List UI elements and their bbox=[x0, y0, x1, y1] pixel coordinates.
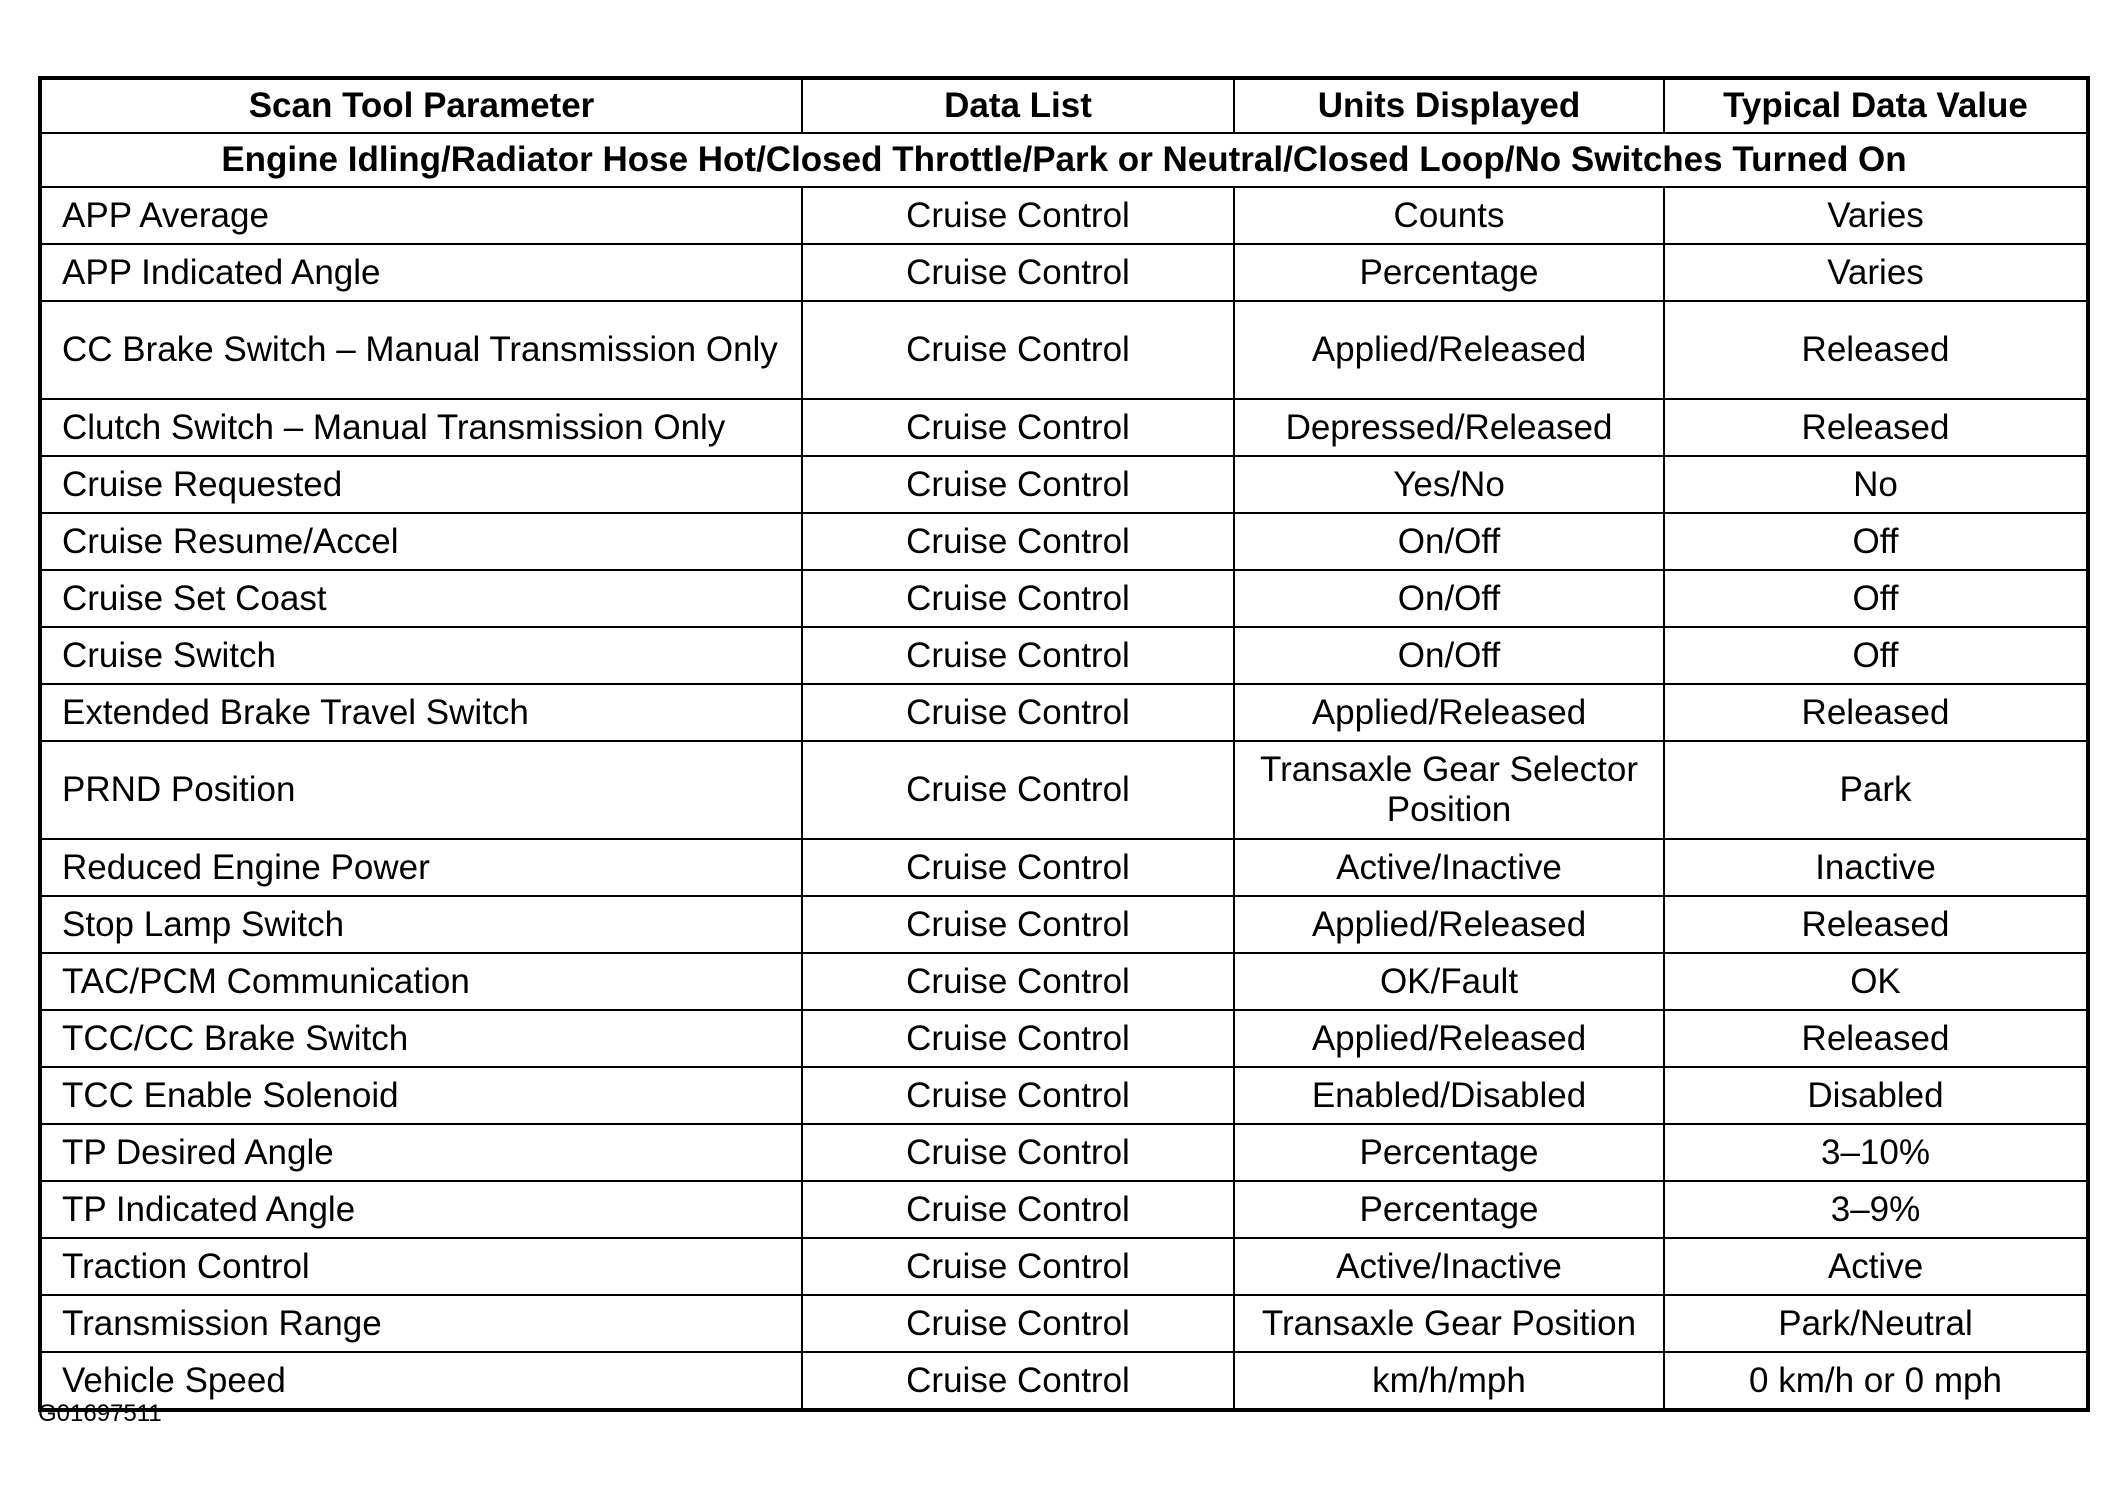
units-cell: Percentage bbox=[1234, 1124, 1664, 1181]
data-list-cell: Cruise Control bbox=[802, 244, 1234, 301]
typical-value-cell: Active bbox=[1664, 1238, 2088, 1295]
parameter-cell: APP Average bbox=[40, 187, 802, 244]
table-row bbox=[40, 456, 2088, 513]
condition-row bbox=[40, 133, 2088, 187]
data-list-cell: Cruise Control bbox=[802, 1295, 1234, 1352]
data-list-cell: Cruise Control bbox=[802, 187, 1234, 244]
typical-value-cell: 3–9% bbox=[1664, 1181, 2088, 1238]
typical-value-cell: Park/Neutral bbox=[1664, 1295, 2088, 1352]
parameter-cell: Extended Brake Travel Switch bbox=[40, 684, 802, 741]
data-list-cell: Cruise Control bbox=[802, 953, 1234, 1010]
units-cell: Active/Inactive bbox=[1234, 839, 1664, 896]
table-row bbox=[40, 1352, 2088, 1410]
table-row bbox=[40, 1124, 2088, 1181]
typical-value-cell: Varies bbox=[1664, 187, 2088, 244]
typical-value-cell: Off bbox=[1664, 627, 2088, 684]
parameter-cell: Reduced Engine Power bbox=[40, 839, 802, 896]
data-list-cell: Cruise Control bbox=[802, 684, 1234, 741]
parameter-cell: CC Brake Switch – Manual Transmission Only bbox=[40, 301, 802, 399]
table-row bbox=[40, 1067, 2088, 1124]
parameter-cell: Transmission Range bbox=[40, 1295, 802, 1352]
typical-value-cell: Park bbox=[1664, 741, 2088, 839]
table-row bbox=[40, 1295, 2088, 1352]
typical-value-cell: 3–10% bbox=[1664, 1124, 2088, 1181]
units-cell: On/Off bbox=[1234, 570, 1664, 627]
units-cell: Percentage bbox=[1234, 244, 1664, 301]
parameter-cell: TCC/CC Brake Switch bbox=[40, 1010, 802, 1067]
units-cell: OK/Fault bbox=[1234, 953, 1664, 1010]
figure-id: G01697511 bbox=[38, 1400, 162, 1427]
data-list-cell: Cruise Control bbox=[802, 839, 1234, 896]
table-row bbox=[40, 741, 2088, 839]
data-list-cell: Cruise Control bbox=[802, 570, 1234, 627]
typical-value-cell: Released bbox=[1664, 399, 2088, 456]
parameter-cell: Cruise Set Coast bbox=[40, 570, 802, 627]
units-cell: Percentage bbox=[1234, 1181, 1664, 1238]
data-list-cell: Cruise Control bbox=[802, 627, 1234, 684]
parameter-cell: TP Indicated Angle bbox=[40, 1181, 802, 1238]
units-cell: km/h/mph bbox=[1234, 1352, 1664, 1410]
units-cell: Transaxle Gear Position bbox=[1234, 1295, 1664, 1352]
units-cell: Transaxle Gear Selector Position bbox=[1234, 741, 1664, 839]
data-list-cell: Cruise Control bbox=[802, 1352, 1234, 1410]
parameter-cell: TP Desired Angle bbox=[40, 1124, 802, 1181]
table-header-row bbox=[40, 78, 2088, 133]
parameter-cell: Vehicle Speed bbox=[40, 1352, 802, 1410]
units-cell: Yes/No bbox=[1234, 456, 1664, 513]
parameter-cell: Cruise Resume/Accel bbox=[40, 513, 802, 570]
data-list-cell: Cruise Control bbox=[802, 1181, 1234, 1238]
units-cell: Depressed/Released bbox=[1234, 399, 1664, 456]
units-cell: Applied/Released bbox=[1234, 896, 1664, 953]
table-row bbox=[40, 953, 2088, 1010]
typical-value-cell: Off bbox=[1664, 570, 2088, 627]
data-list-cell: Cruise Control bbox=[802, 399, 1234, 456]
typical-value-cell: Released bbox=[1664, 301, 2088, 399]
units-cell: Counts bbox=[1234, 187, 1664, 244]
units-cell: On/Off bbox=[1234, 627, 1664, 684]
table-row bbox=[40, 627, 2088, 684]
table-row bbox=[40, 244, 2088, 301]
typical-value-cell: Off bbox=[1664, 513, 2088, 570]
table-row bbox=[40, 1010, 2088, 1067]
units-cell: Active/Inactive bbox=[1234, 1238, 1664, 1295]
units-cell: On/Off bbox=[1234, 513, 1664, 570]
parameter-cell: Cruise Requested bbox=[40, 456, 802, 513]
parameter-cell: Traction Control bbox=[40, 1238, 802, 1295]
table-row bbox=[40, 399, 2088, 456]
data-list-cell: Cruise Control bbox=[802, 301, 1234, 399]
data-list-cell: Cruise Control bbox=[802, 1124, 1234, 1181]
typical-value-cell: Inactive bbox=[1664, 839, 2088, 896]
parameter-cell: APP Indicated Angle bbox=[40, 244, 802, 301]
table-row bbox=[40, 896, 2088, 953]
data-list-cell: Cruise Control bbox=[802, 1238, 1234, 1295]
data-list-cell: Cruise Control bbox=[802, 456, 1234, 513]
data-list-cell: Cruise Control bbox=[802, 896, 1234, 953]
table-row bbox=[40, 513, 2088, 570]
table-row bbox=[40, 839, 2088, 896]
table-body bbox=[40, 133, 2088, 1410]
parameter-cell: Cruise Switch bbox=[40, 627, 802, 684]
parameter-cell: TAC/PCM Communication bbox=[40, 953, 802, 1010]
units-cell: Applied/Released bbox=[1234, 1010, 1664, 1067]
table-row bbox=[40, 301, 2088, 399]
table-row bbox=[40, 187, 2088, 244]
units-cell: Applied/Released bbox=[1234, 301, 1664, 399]
scan-tool-data-table bbox=[38, 76, 2090, 1412]
typical-value-cell: No bbox=[1664, 456, 2088, 513]
data-list-cell: Cruise Control bbox=[802, 513, 1234, 570]
table-row bbox=[40, 684, 2088, 741]
header-data-list: Data List bbox=[802, 78, 1234, 133]
operating-condition: Engine Idling/Radiator Hose Hot/Closed Throttle/Park or Neutral/Closed Loop/No Switches Turned On bbox=[40, 133, 2088, 187]
parameter-cell: Clutch Switch – Manual Transmission Only bbox=[40, 399, 802, 456]
table-row bbox=[40, 1181, 2088, 1238]
header-units-displayed: Units Displayed bbox=[1234, 78, 1664, 133]
data-list-cell: Cruise Control bbox=[802, 741, 1234, 839]
data-list-cell: Cruise Control bbox=[802, 1010, 1234, 1067]
data-list-cell: Cruise Control bbox=[802, 1067, 1234, 1124]
parameter-cell: TCC Enable Solenoid bbox=[40, 1067, 802, 1124]
header-typical-data-value: Typical Data Value bbox=[1664, 78, 2088, 133]
typical-value-cell: Released bbox=[1664, 1010, 2088, 1067]
table-row bbox=[40, 1238, 2088, 1295]
typical-value-cell: Released bbox=[1664, 684, 2088, 741]
parameter-cell: Stop Lamp Switch bbox=[40, 896, 802, 953]
units-cell: Enabled/Disabled bbox=[1234, 1067, 1664, 1124]
typical-value-cell: 0 km/h or 0 mph bbox=[1664, 1352, 2088, 1410]
header-scan-tool-parameter: Scan Tool Parameter bbox=[40, 78, 802, 133]
typical-value-cell: Disabled bbox=[1664, 1067, 2088, 1124]
typical-value-cell: Varies bbox=[1664, 244, 2088, 301]
parameter-cell: PRND Position bbox=[40, 741, 802, 839]
typical-value-cell: Released bbox=[1664, 896, 2088, 953]
units-cell: Applied/Released bbox=[1234, 684, 1664, 741]
table-row bbox=[40, 570, 2088, 627]
typical-value-cell: OK bbox=[1664, 953, 2088, 1010]
